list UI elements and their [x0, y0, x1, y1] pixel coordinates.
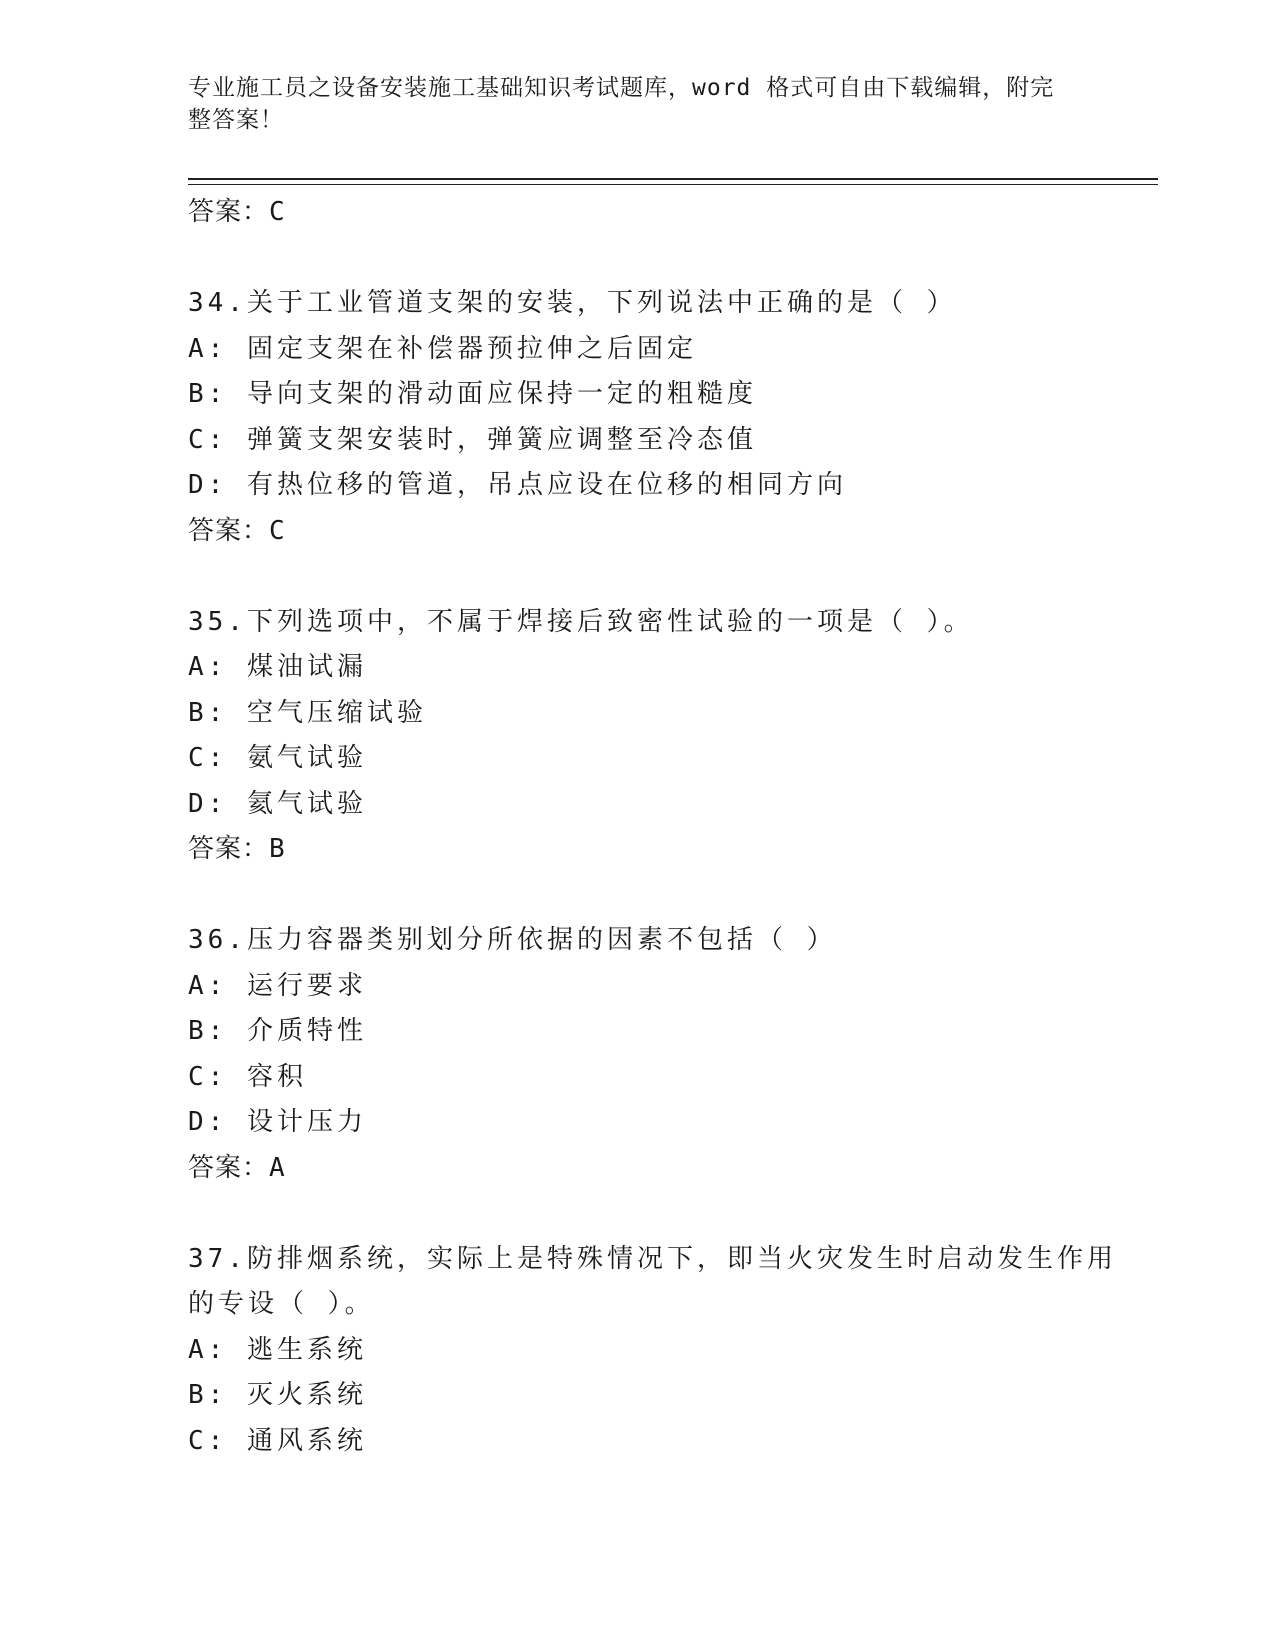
option-b: B: 空气压缩试验 — [188, 697, 427, 728]
spacer — [188, 236, 1088, 282]
option-d: D: 有热位移的管道，吊点应设在位移的相同方向 — [188, 470, 847, 500]
option-a: A: 煤油试漏 — [188, 652, 367, 682]
document-header: 专业施工员之设备安装施工基础知识考试题库，word 格式可自由下载编辑，附完整答案！ — [188, 75, 1055, 133]
option-c: C: 弹簧支架安装时，弹簧应调整至冷态值 — [188, 424, 757, 455]
option-a: A: 运行要求 — [188, 970, 367, 1001]
question-stem-line-1: 37.防排烟系统，实际上是特殊情况下，即当火灾发生时启动发生作用 — [188, 1243, 1117, 1274]
question-block — [188, 281, 1088, 554]
option-b: B: 介质特性 — [188, 1016, 367, 1046]
spacer — [188, 554, 1088, 600]
question-stem: 36.压力容器类别划分所依据的因素不包括（ ） — [188, 925, 837, 955]
option-d: D: 氦气试验 — [188, 788, 367, 819]
option-a: A: 固定支架在补偿器预拉伸之后固定 — [188, 333, 697, 364]
question-list — [188, 190, 1117, 1464]
answer-line: 答案：A — [188, 1152, 286, 1183]
question-stem: 35.下列选项中，不属于焊接后致密性试验的一项是（ ）。 — [188, 606, 974, 637]
header-divider-thin — [188, 184, 1158, 185]
option-d: D: 设计压力 — [188, 1107, 367, 1137]
question-block — [188, 1237, 1117, 1465]
question-block — [188, 600, 1088, 873]
spacer — [188, 873, 1088, 919]
header-divider-thick — [188, 178, 1158, 180]
question-block — [188, 918, 1088, 1191]
option-a: A: 逃生系统 — [188, 1334, 367, 1365]
option-b: B: 导向支架的滑动面应保持一定的粗糙度 — [188, 379, 757, 409]
spacer — [188, 1191, 1088, 1237]
answer-line: 答案：C — [188, 197, 286, 227]
option-c: C: 通风系统 — [188, 1425, 367, 1456]
option-c: C: 容积 — [188, 1061, 307, 1092]
answer-line: 答案：B — [188, 834, 286, 864]
question-stem-line-2: 的专设（ ）。 — [188, 1289, 375, 1319]
option-b: B: 灭火系统 — [188, 1380, 367, 1410]
question-stem: 34.关于工业管道支架的安装，下列说法中正确的是（ ） — [188, 288, 957, 318]
option-c: C: 氨气试验 — [188, 743, 367, 773]
answer-line: 答案：C — [188, 515, 286, 546]
